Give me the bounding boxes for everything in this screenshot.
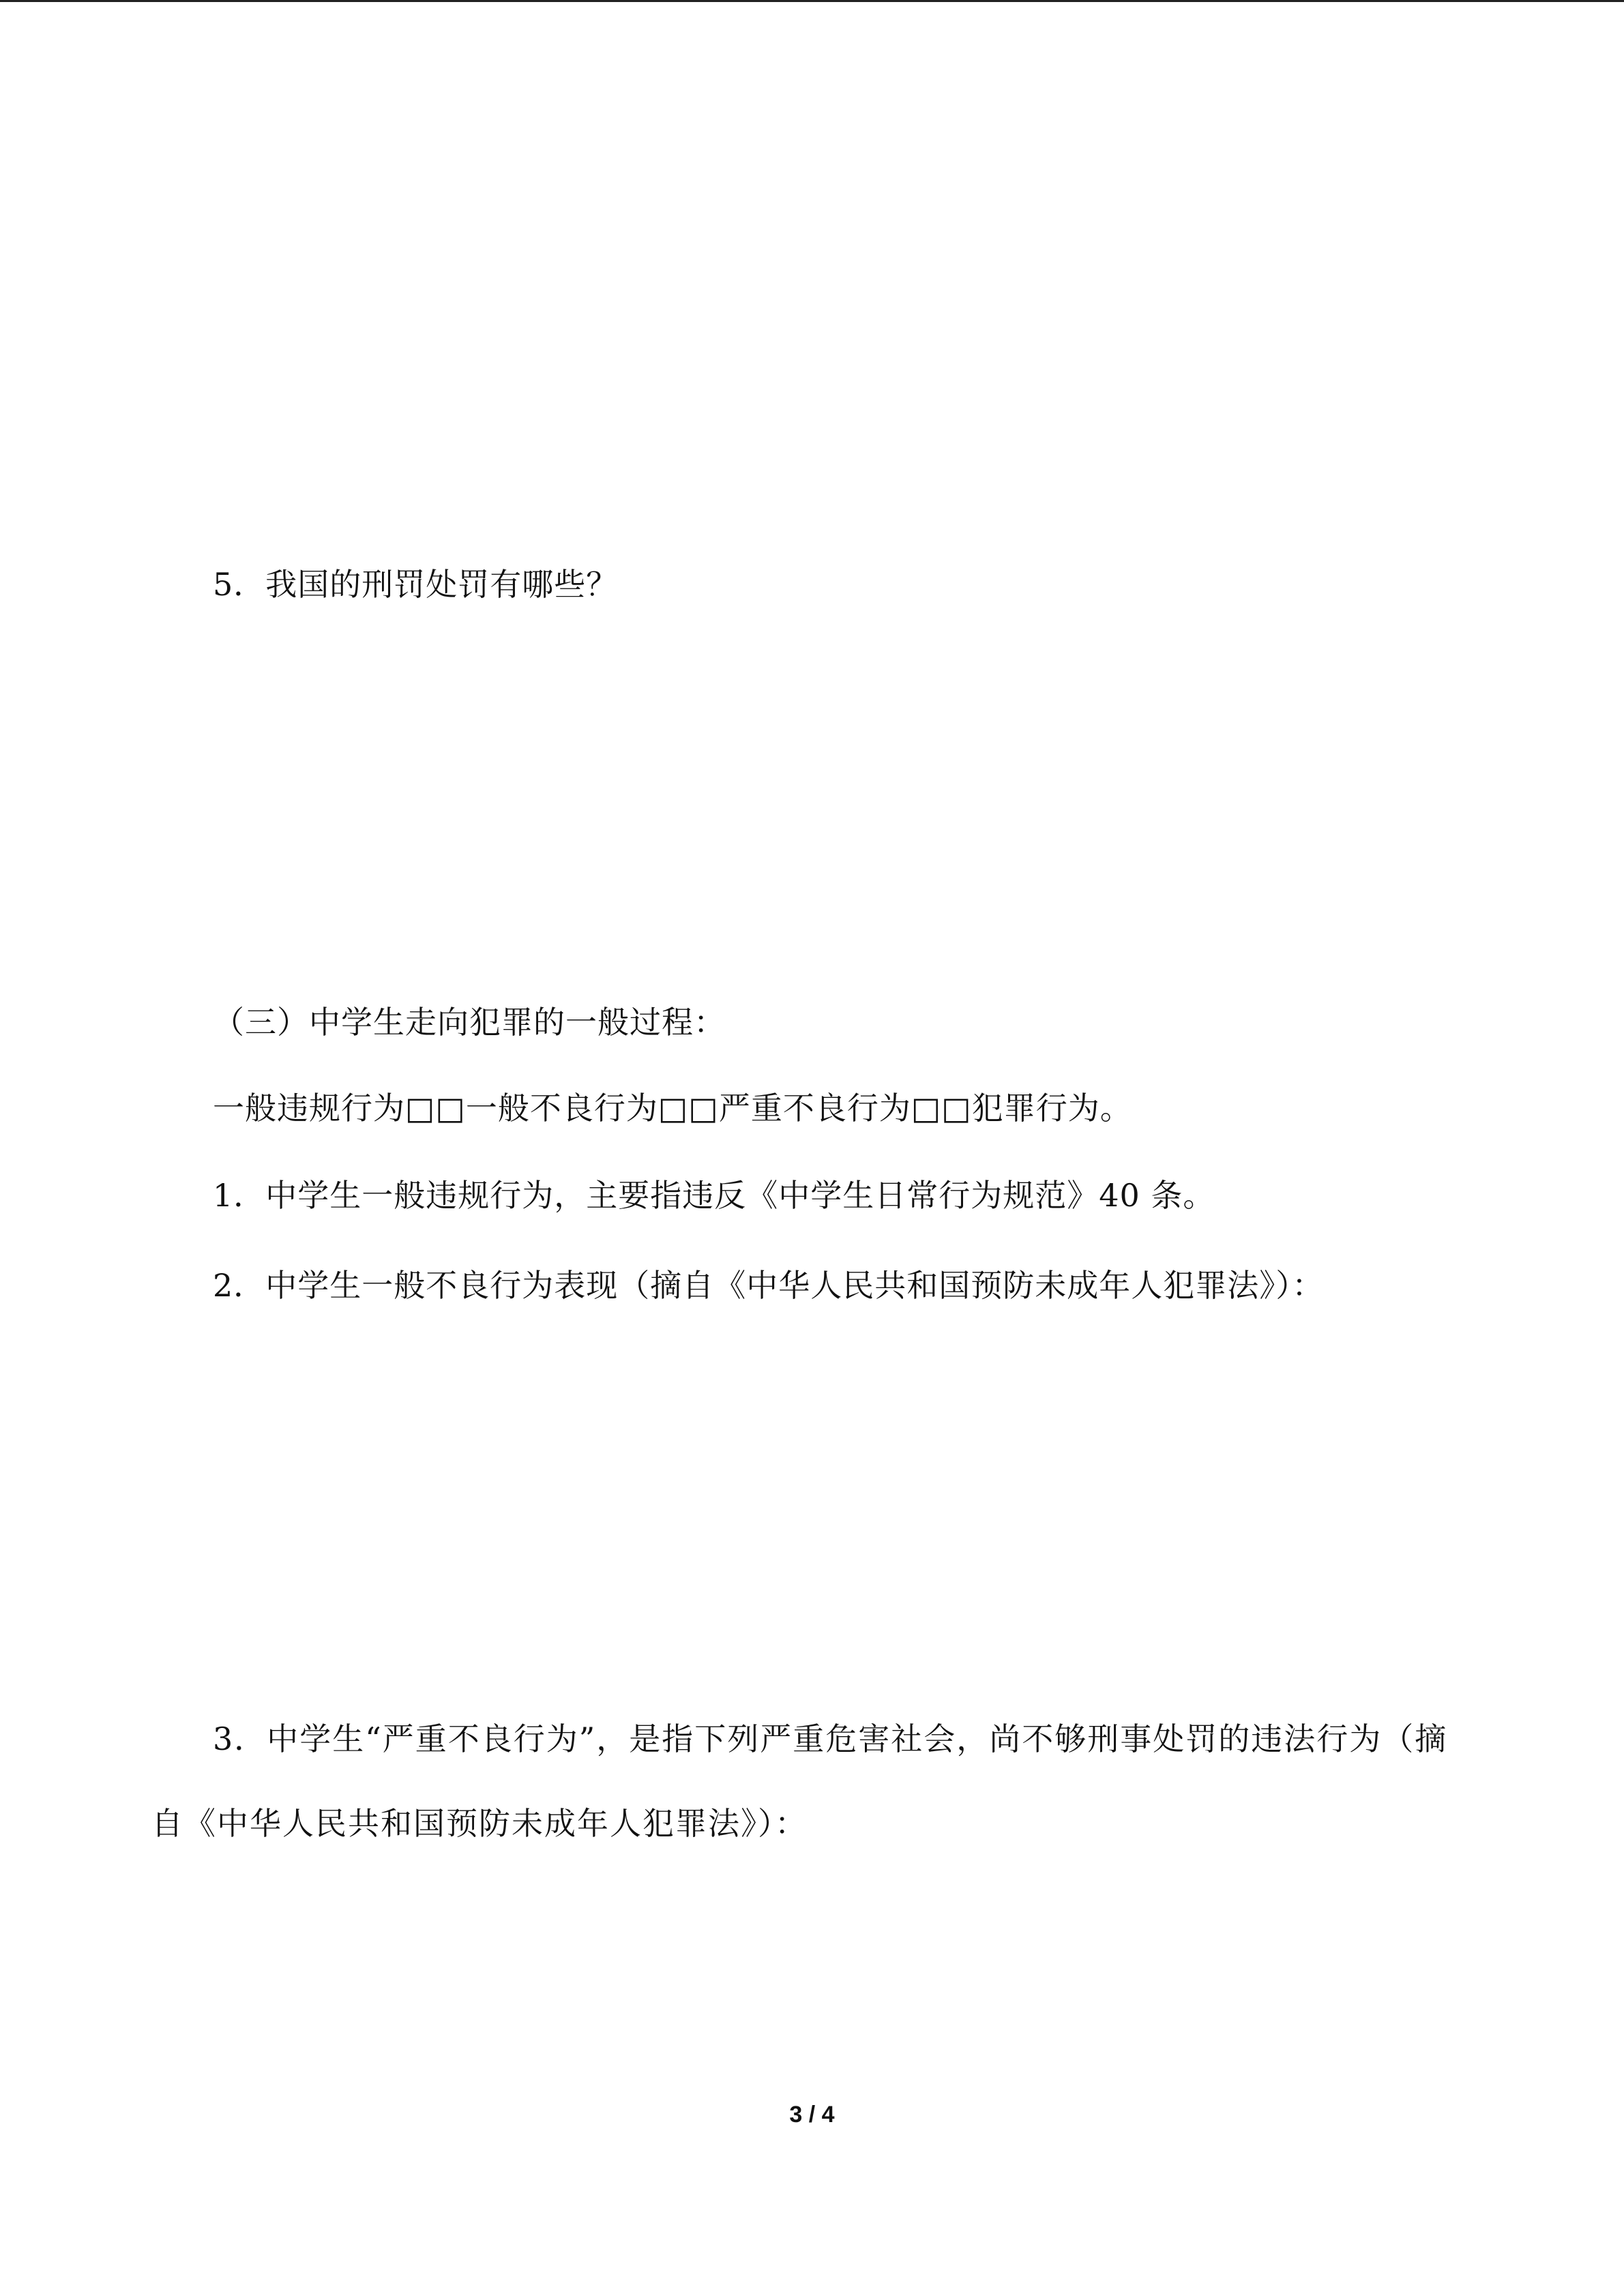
page-top-border xyxy=(0,0,1624,2)
section-3-heading: （三）中学生走向犯罪的一般过程： xyxy=(213,1004,726,1041)
page-number: 3 / 4 xyxy=(789,2102,835,2128)
item-3-serious-bad-behavior: 3．中学生“严重不良行为”，是指下列严重危害社会，尚不够刑事处罚的违法行为（摘自《中华人民共和国预防未成年人犯罪法》）： xyxy=(151,1720,1448,1842)
question-5: 5．我国的刑罚处罚有哪些？ xyxy=(213,566,619,603)
crime-process-line: 一般违规行为□□一般不良行为□□严重不良行为□□犯罪行为。 xyxy=(213,1090,1132,1127)
item-1-general-violation: 1．中学生一般违规行为，主要指违反《中学生日常行为规范》40 条。 xyxy=(213,1177,1215,1214)
item-2-general-bad-behavior: 2．中学生一般不良行为表现（摘自《中华人民共和国预防未成年人犯罪法》）： xyxy=(213,1267,1325,1304)
